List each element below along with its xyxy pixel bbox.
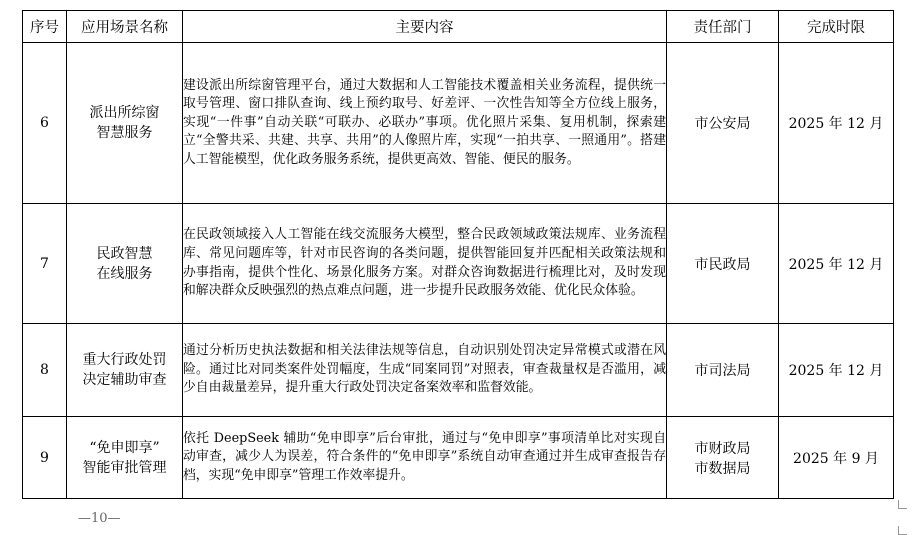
row-deadline: 2025 年 12 月 (779, 204, 894, 324)
table-row (23, 204, 894, 324)
table-row (23, 324, 894, 417)
crop-mark (898, 500, 907, 509)
scenario-name-line: 重大行政处罚 (82, 352, 167, 368)
header-index: 序号 (23, 11, 67, 43)
row-scenario-name (67, 204, 183, 324)
row-deadline: 2025 年 12 月 (779, 43, 894, 204)
scenario-name-line: 民政智慧 (96, 245, 153, 262)
row-deadline: 2025 年 9 月 (779, 417, 894, 499)
row-responsible-dept (667, 324, 779, 417)
row-main-content: 在民政领域接入人工智能在线交流服务大模型，整合民政领域政策法规库、业务流程库、常见问题库等，针对市民咨询的各类问题，提供智能回复并匹配相关政策法规和办事指南，提供个性化、场景化服务方案。对群众咨询数据进行梳理比对，及时发现和解决群众反映强烈的热点难点问题，进一步提升民政服务效能、优化民众体验。 (183, 204, 667, 324)
scenario-name-line: 智能审批管理 (82, 459, 167, 476)
page-number: —10— (78, 511, 121, 526)
row-main-content: 依托 DeepSeek 辅助“免申即享”后台审批，通过与“免申即享”事项清单比对实现自动审查，减少人为误差，符合条件的“免申即享”系统自动审查通过并生成审查报告存档，实现“免申即享”管理工作效率提升。 (183, 417, 667, 499)
row-responsible-dept (667, 43, 779, 204)
table-header-row (23, 11, 894, 43)
row-index: 9 (23, 417, 67, 499)
dept-line: 市民政局 (694, 256, 751, 273)
row-main-content: 建设派出所综窗管理平台，通过大数据和人工智能技术覆盖相关业务流程，提供统一取号管理、窗口排队查询、线上预约取号、好差评、一次性告知等全方位线上服务，实现“一件事”自动关联“可联办、必联办”事项。优化照片采集、复用机制，探索建立“全警共采、共建、共享、共用”的人像照片库，实现“一拍共享、一照通用”。搭建人工智能模型，优化政务服务系统，提供更高效、智能、便民的服务。 (183, 43, 667, 204)
dept-line: 市司法局 (694, 363, 751, 379)
row-scenario-name (67, 417, 183, 499)
scenario-name-line: 智慧服务 (96, 125, 153, 141)
application-scenarios-table (22, 10, 894, 499)
row-responsible-dept (667, 204, 779, 324)
header-main-content: 主要内容 (183, 11, 667, 43)
table-row (23, 43, 894, 204)
header-scenario-name: 应用场景名称 (67, 11, 183, 43)
dept-line: 市公安局 (694, 116, 751, 132)
scenario-name-line: “免申即享” (89, 439, 160, 456)
table-row (23, 417, 894, 499)
row-index: 7 (23, 204, 67, 324)
row-deadline: 2025 年 12 月 (779, 324, 894, 417)
row-index: 8 (23, 324, 67, 417)
header-deadline: 完成时限 (779, 11, 894, 43)
scenario-name-line: 派出所综窗 (89, 105, 160, 121)
header-responsible-dept: 责任部门 (667, 11, 779, 43)
scenario-name-line: 在线服务 (96, 265, 153, 282)
row-scenario-name (67, 43, 183, 204)
row-scenario-name (67, 324, 183, 417)
row-responsible-dept (667, 417, 779, 499)
dept-line: 市数据局 (694, 460, 751, 477)
row-main-content: 通过分析历史执法数据和相关法律法规等信息，自动识别处罚决定异常模式或潜在风险。通过比对同类案件处罚幅度，生成“同案同罚”对照表，审查裁量权是否滥用，减少自由裁量差异，提升重大行政处罚决定备案效率和监督效能。 (183, 324, 667, 417)
dept-line: 市财政局 (694, 440, 751, 457)
scenario-name-line: 决定辅助审查 (82, 372, 167, 388)
row-index: 6 (23, 43, 67, 204)
